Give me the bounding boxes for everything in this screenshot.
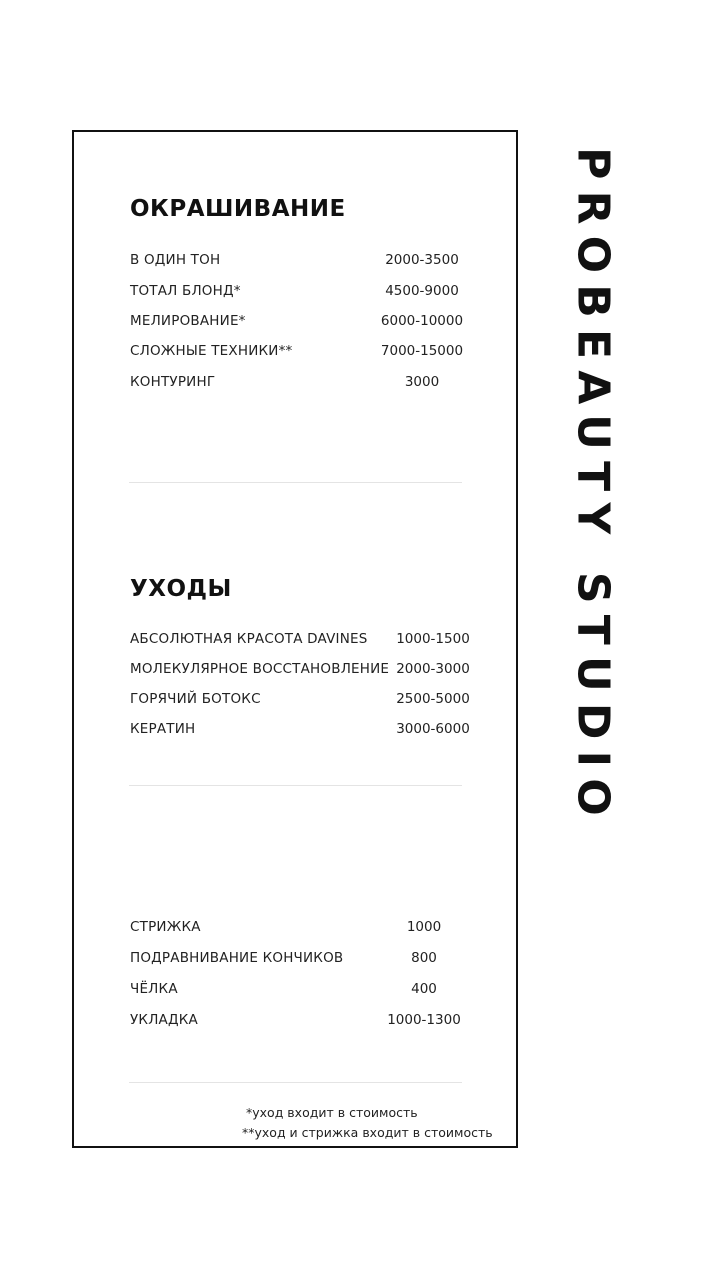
service-price: 3000-6000 bbox=[396, 721, 470, 737]
section-divider bbox=[129, 482, 462, 483]
service-name: АБСОЛЮТНАЯ КРАСОТА DAVINES bbox=[130, 631, 368, 647]
service-name: СТРИЖКА bbox=[130, 919, 201, 935]
service-price: 3000 bbox=[404, 374, 440, 390]
service-price: 1000-1500 bbox=[396, 631, 470, 647]
service-price: 800 bbox=[411, 950, 437, 966]
section-title-coloring: ОКРАШИВАНИЕ bbox=[130, 196, 346, 222]
service-name: МЕЛИРОВАНИЕ* bbox=[130, 313, 246, 329]
service-name: ПОДРАВНИВАНИЕ КОНЧИКОВ bbox=[130, 950, 344, 966]
service-price: 4500-9000 bbox=[385, 283, 459, 299]
service-price: 6000-10000 bbox=[380, 313, 464, 329]
service-price: 2500-5000 bbox=[396, 691, 470, 707]
service-name: ГОРЯЧИЙ БОТОКС bbox=[130, 691, 261, 707]
section-divider bbox=[129, 1082, 462, 1083]
service-name: ТОТАЛ БЛОНД* bbox=[130, 283, 241, 299]
service-name: УКЛАДКА bbox=[130, 1012, 198, 1028]
section-divider bbox=[129, 785, 462, 786]
service-price: 400 bbox=[411, 981, 437, 997]
service-name: ЧЁЛКА bbox=[130, 981, 178, 997]
footnote-double-asterisk: **уход и стрижка входит в стоимость bbox=[242, 1125, 493, 1140]
service-price: 1000 bbox=[406, 919, 442, 935]
service-price: 1000-1300 bbox=[387, 1012, 461, 1028]
service-name: В ОДИН ТОН bbox=[130, 252, 221, 268]
service-name: СЛОЖНЫЕ ТЕХНИКИ** bbox=[130, 343, 293, 359]
service-name: КЕРАТИН bbox=[130, 721, 196, 737]
brand-vertical-title bbox=[565, 132, 621, 842]
service-name: КОНТУРИНГ bbox=[130, 374, 216, 390]
section-title-treatments: УХОДЫ bbox=[130, 576, 232, 602]
service-price: 2000-3500 bbox=[385, 252, 459, 268]
footnote-single-asterisk: *уход входит в стоимость bbox=[246, 1105, 418, 1120]
service-price: 7000-15000 bbox=[380, 343, 464, 359]
service-name: МОЛЕКУЛЯРНОЕ ВОССТАНОВЛЕНИЕ bbox=[130, 661, 390, 677]
brand-name: PROBEAUTY STUDIO bbox=[567, 147, 619, 827]
service-price: 2000-3000 bbox=[396, 661, 470, 677]
